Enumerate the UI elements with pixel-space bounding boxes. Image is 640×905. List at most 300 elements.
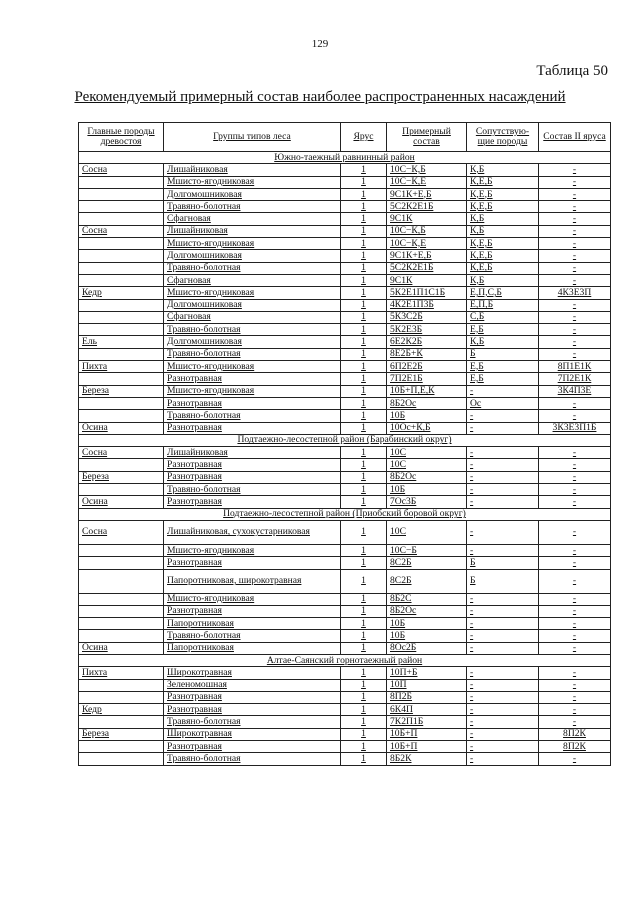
region-title: Подтаежно-лесостепной район (Барабинский округ) <box>79 434 611 446</box>
forest-type-group-cell: Мшисто-ягодниковая <box>164 176 341 188</box>
second-tier-cell: - <box>539 348 611 360</box>
species-cell <box>79 188 164 200</box>
composition-cell: 5К3С2Б <box>387 311 467 323</box>
forest-type-group-cell: Разнотравная <box>164 459 341 471</box>
species-cell <box>79 679 164 691</box>
forest-type-group-cell: Широкотравная <box>164 728 341 740</box>
table-row <box>79 287 611 299</box>
associated-species-cell: Б <box>467 569 539 593</box>
forest-type-group-cell: Сфагновая <box>164 274 341 286</box>
second-tier-cell: 8П2К <box>539 741 611 753</box>
tier-cell: 1 <box>341 361 387 373</box>
associated-species-cell: К,Б <box>467 336 539 348</box>
associated-species-cell: Ос <box>467 397 539 409</box>
associated-species-cell: - <box>467 728 539 740</box>
second-tier-cell: 4К3Е3П <box>539 287 611 299</box>
associated-species-cell: Е,Б <box>467 324 539 336</box>
table-row <box>79 642 611 654</box>
forest-type-group-cell: Травяно-болотная <box>164 201 341 213</box>
associated-species-cell: - <box>467 753 539 765</box>
species-cell <box>79 238 164 250</box>
composition-cell: 9С1К+Е,Б <box>387 188 467 200</box>
tier-cell: 1 <box>341 311 387 323</box>
associated-species-cell: Е,Б <box>467 373 539 385</box>
composition-cell: 8П2Б <box>387 691 467 703</box>
tier-cell: 1 <box>341 520 387 544</box>
second-tier-cell: - <box>539 667 611 679</box>
tier-cell: 1 <box>341 496 387 508</box>
species-cell <box>79 250 164 262</box>
associated-species-cell: К,Е,Б <box>467 188 539 200</box>
associated-species-cell: К,Б <box>467 164 539 176</box>
composition-cell: 9С1К <box>387 213 467 225</box>
composition-cell: 9С1К <box>387 274 467 286</box>
tier-cell: 1 <box>341 324 387 336</box>
associated-species-cell: К,Е,Б <box>467 238 539 250</box>
forest-type-group-cell: Мшисто-ягодниковая <box>164 361 341 373</box>
second-tier-cell: - <box>539 262 611 274</box>
composition-cell: 8Ос2Б <box>387 642 467 654</box>
table-row <box>79 397 611 409</box>
species-cell: Осина <box>79 496 164 508</box>
table-row <box>79 238 611 250</box>
species-cell: Осина <box>79 642 164 654</box>
associated-species-cell: - <box>467 484 539 496</box>
species-cell <box>79 741 164 753</box>
tier-cell: 1 <box>341 605 387 617</box>
composition-cell: 7П2Е1Б <box>387 373 467 385</box>
second-tier-cell: - <box>539 250 611 262</box>
composition-cell: 8Б2Ос <box>387 471 467 483</box>
forest-type-group-cell: Разнотравная <box>164 704 341 716</box>
second-tier-cell: - <box>539 618 611 630</box>
table-header-row <box>79 123 611 152</box>
forest-type-group-cell: Широкотравная <box>164 667 341 679</box>
associated-species-cell: - <box>467 679 539 691</box>
forest-type-group-cell: Мшисто-ягодниковая <box>164 287 341 299</box>
composition-cell: 10Б <box>387 484 467 496</box>
associated-species-cell: - <box>467 630 539 642</box>
associated-species-cell: К,Е,Б <box>467 262 539 274</box>
header-tier: Ярус <box>341 123 387 152</box>
forest-type-group-cell: Разнотравная <box>164 471 341 483</box>
tier-cell: 1 <box>341 422 387 434</box>
table-row <box>79 605 611 617</box>
second-tier-cell: 3К4П3Е <box>539 385 611 397</box>
species-cell: Сосна <box>79 164 164 176</box>
second-tier-cell: 3К3Е3П1Б <box>539 422 611 434</box>
table-row <box>79 213 611 225</box>
species-cell: Кедр <box>79 287 164 299</box>
tier-cell: 1 <box>341 679 387 691</box>
species-cell <box>79 753 164 765</box>
species-cell <box>79 262 164 274</box>
header-associated-species: Сопутствую-щие породы <box>467 123 539 152</box>
tier-cell: 1 <box>341 299 387 311</box>
second-tier-cell: - <box>539 324 611 336</box>
associated-species-cell: - <box>467 642 539 654</box>
forest-type-group-cell: Травяно-болотная <box>164 262 341 274</box>
composition-cell: 10П+Б <box>387 667 467 679</box>
tier-cell: 1 <box>341 667 387 679</box>
tier-cell: 1 <box>341 336 387 348</box>
forest-type-group-cell: Мшисто-ягодниковая <box>164 593 341 605</box>
region-row <box>79 152 611 164</box>
associated-species-cell: - <box>467 447 539 459</box>
composition-cell: 10С <box>387 447 467 459</box>
second-tier-cell: - <box>539 299 611 311</box>
table-row <box>79 164 611 176</box>
tier-cell: 1 <box>341 164 387 176</box>
composition-cell: 7К2П1Б <box>387 716 467 728</box>
composition-cell: 8С2Б <box>387 557 467 569</box>
tier-cell: 1 <box>341 704 387 716</box>
composition-cell: 8Б2С <box>387 593 467 605</box>
species-cell <box>79 410 164 422</box>
tier-cell: 1 <box>341 225 387 237</box>
associated-species-cell: С,Б <box>467 311 539 323</box>
second-tier-cell: - <box>539 691 611 703</box>
composition-cell: 10С <box>387 459 467 471</box>
composition-cell: 5К2Е3Б <box>387 324 467 336</box>
second-tier-cell: - <box>539 410 611 422</box>
composition-cell: 10С−К,Е <box>387 238 467 250</box>
species-cell: Береза <box>79 385 164 397</box>
associated-species-cell: Б <box>467 348 539 360</box>
forest-type-group-cell: Лишайниковая <box>164 447 341 459</box>
associated-species-cell: - <box>467 496 539 508</box>
second-tier-cell: - <box>539 397 611 409</box>
composition-cell: 8Б2К <box>387 753 467 765</box>
forest-type-group-cell: Разнотравная <box>164 373 341 385</box>
species-cell <box>79 348 164 360</box>
forest-type-group-cell: Мшисто-ягодниковая <box>164 544 341 556</box>
second-tier-cell: - <box>539 569 611 593</box>
tier-cell: 1 <box>341 484 387 496</box>
species-cell <box>79 324 164 336</box>
associated-species-cell: Б <box>467 557 539 569</box>
associated-species-cell: - <box>467 716 539 728</box>
second-tier-cell: - <box>539 753 611 765</box>
tier-cell: 1 <box>341 373 387 385</box>
tier-cell: 1 <box>341 728 387 740</box>
region-row <box>79 434 611 446</box>
table-row <box>79 618 611 630</box>
second-tier-cell: - <box>539 557 611 569</box>
associated-species-cell: - <box>467 471 539 483</box>
species-cell <box>79 213 164 225</box>
composition-cell: 9С1К+Е,Б <box>387 250 467 262</box>
species-cell <box>79 397 164 409</box>
composition-cell: 10Б <box>387 410 467 422</box>
tier-cell: 1 <box>341 348 387 360</box>
second-tier-cell: - <box>539 679 611 691</box>
forest-type-group-cell: Травяно-болотная <box>164 716 341 728</box>
tier-cell: 1 <box>341 201 387 213</box>
species-cell: Пихта <box>79 667 164 679</box>
second-tier-cell: - <box>539 238 611 250</box>
table-row <box>79 201 611 213</box>
forest-type-group-cell: Сфагновая <box>164 311 341 323</box>
composition-cell: 6Е2К2Б <box>387 336 467 348</box>
species-cell <box>79 605 164 617</box>
associated-species-cell: - <box>467 410 539 422</box>
forest-type-group-cell: Лишайниковая <box>164 225 341 237</box>
composition-cell: 10С−К,Б <box>387 225 467 237</box>
species-cell <box>79 373 164 385</box>
composition-cell: 8Б2Ос <box>387 397 467 409</box>
second-tier-cell: - <box>539 471 611 483</box>
forest-type-group-cell: Разнотравная <box>164 422 341 434</box>
forest-type-group-cell: Долгомошниковая <box>164 336 341 348</box>
second-tier-cell: - <box>539 188 611 200</box>
tier-cell: 1 <box>341 630 387 642</box>
forest-type-group-cell: Разнотравная <box>164 397 341 409</box>
composition-cell: 7Ос3Б <box>387 496 467 508</box>
second-tier-cell: - <box>539 605 611 617</box>
tier-cell: 1 <box>341 238 387 250</box>
forest-type-group-cell: Лишайниковая, сухокустарниковая <box>164 520 341 544</box>
table-row <box>79 274 611 286</box>
second-tier-cell: - <box>539 311 611 323</box>
second-tier-cell: - <box>539 225 611 237</box>
associated-species-cell: Е,П,Б <box>467 299 539 311</box>
table-row <box>79 630 611 642</box>
second-tier-cell: - <box>539 642 611 654</box>
species-cell <box>79 299 164 311</box>
forest-type-group-cell: Разнотравная <box>164 557 341 569</box>
associated-species-cell: Е,П,С,Б <box>467 287 539 299</box>
tier-cell: 1 <box>341 471 387 483</box>
species-cell: Ель <box>79 336 164 348</box>
forest-type-group-cell: Зеленомошная <box>164 679 341 691</box>
composition-cell: 10П <box>387 679 467 691</box>
tier-cell: 1 <box>341 557 387 569</box>
table-row <box>79 324 611 336</box>
table-row <box>79 471 611 483</box>
region-row <box>79 508 611 520</box>
forest-type-group-cell: Разнотравная <box>164 741 341 753</box>
composition-cell: 6К4П <box>387 704 467 716</box>
associated-species-cell: - <box>467 459 539 471</box>
associated-species-cell: - <box>467 422 539 434</box>
composition-cell: 10С−К,Е <box>387 176 467 188</box>
composition-cell: 10Ос+К,Б <box>387 422 467 434</box>
species-cell: Береза <box>79 471 164 483</box>
table-row <box>79 704 611 716</box>
composition-cell: 5К2Е1П1С1Б <box>387 287 467 299</box>
species-cell <box>79 201 164 213</box>
tier-cell: 1 <box>341 716 387 728</box>
second-tier-cell: - <box>539 496 611 508</box>
region-title: Алтае-Саянский горнотаежный район <box>79 654 611 666</box>
second-tier-cell: - <box>539 201 611 213</box>
document-title: Рекомендуемый примерный состав наиболее распространенных насаждений <box>74 89 566 105</box>
associated-species-cell: - <box>467 544 539 556</box>
second-tier-cell: - <box>539 274 611 286</box>
table-row <box>79 188 611 200</box>
forest-type-group-cell: Папоротниковая <box>164 642 341 654</box>
composition-cell: 10С−Б <box>387 544 467 556</box>
tier-cell: 1 <box>341 741 387 753</box>
forest-type-group-cell: Травяно-болотная <box>164 410 341 422</box>
region-title: Подтаежно-лесостепной район (Приобский боровой округ) <box>79 508 611 520</box>
composition-cell: 10Б <box>387 618 467 630</box>
forest-type-group-cell: Мшисто-ягодниковая <box>164 238 341 250</box>
header-second-tier: Состав II яруса <box>539 123 611 152</box>
associated-species-cell: К,Е,Б <box>467 250 539 262</box>
second-tier-cell: 8П1Е1К <box>539 361 611 373</box>
species-cell: Сосна <box>79 520 164 544</box>
composition-cell: 10Б <box>387 630 467 642</box>
second-tier-cell: - <box>539 704 611 716</box>
associated-species-cell: - <box>467 741 539 753</box>
associated-species-cell: К,Е,Б <box>467 176 539 188</box>
table-row <box>79 691 611 703</box>
table-row <box>79 593 611 605</box>
forest-type-group-cell: Долгомошниковая <box>164 188 341 200</box>
composition-cell: 5С2К2Е1Б <box>387 201 467 213</box>
species-cell <box>79 544 164 556</box>
table-row <box>79 753 611 765</box>
forest-composition-table <box>78 122 611 766</box>
tier-cell: 1 <box>341 262 387 274</box>
table-row <box>79 348 611 360</box>
table-row <box>79 422 611 434</box>
second-tier-cell: - <box>539 164 611 176</box>
species-cell <box>79 593 164 605</box>
species-cell <box>79 274 164 286</box>
tier-cell: 1 <box>341 447 387 459</box>
composition-cell: 10Б+П,Е,К <box>387 385 467 397</box>
forest-type-group-cell: Разнотравная <box>164 605 341 617</box>
forest-type-group-cell: Разнотравная <box>164 496 341 508</box>
species-cell <box>79 557 164 569</box>
table-row <box>79 741 611 753</box>
header-forest-type-groups: Группы типов леса <box>164 123 341 152</box>
table-row <box>79 385 611 397</box>
species-cell <box>79 630 164 642</box>
table-row <box>79 459 611 471</box>
tier-cell: 1 <box>341 213 387 225</box>
composition-cell: 10С <box>387 520 467 544</box>
associated-species-cell: - <box>467 605 539 617</box>
table-row <box>79 716 611 728</box>
second-tier-cell: - <box>539 716 611 728</box>
tier-cell: 1 <box>341 642 387 654</box>
associated-species-cell: - <box>467 385 539 397</box>
tier-cell: 1 <box>341 287 387 299</box>
forest-type-group-cell: Лишайниковая <box>164 164 341 176</box>
second-tier-cell: - <box>539 447 611 459</box>
species-cell: Осина <box>79 422 164 434</box>
table-row <box>79 225 611 237</box>
composition-cell: 6П2Е2Б <box>387 361 467 373</box>
forest-type-group-cell: Травяно-болотная <box>164 630 341 642</box>
table-row <box>79 250 611 262</box>
composition-cell: 8Е2Б+К <box>387 348 467 360</box>
tier-cell: 1 <box>341 250 387 262</box>
table-row <box>79 336 611 348</box>
species-cell <box>79 459 164 471</box>
table-row <box>79 299 611 311</box>
forest-type-group-cell: Долгомошниковая <box>164 250 341 262</box>
forest-type-group-cell: Папоротниковая <box>164 618 341 630</box>
associated-species-cell: - <box>467 618 539 630</box>
associated-species-cell: - <box>467 667 539 679</box>
second-tier-cell: - <box>539 630 611 642</box>
second-tier-cell: 7П2Е1К <box>539 373 611 385</box>
composition-cell: 10Б+П <box>387 728 467 740</box>
table-body <box>79 152 611 766</box>
associated-species-cell: - <box>467 691 539 703</box>
tier-cell: 1 <box>341 176 387 188</box>
tier-cell: 1 <box>341 691 387 703</box>
table-row <box>79 679 611 691</box>
species-cell: Пихта <box>79 361 164 373</box>
tier-cell: 1 <box>341 410 387 422</box>
species-cell: Сосна <box>79 225 164 237</box>
species-cell: Береза <box>79 728 164 740</box>
table-row <box>79 262 611 274</box>
second-tier-cell: - <box>539 520 611 544</box>
species-cell: Сосна <box>79 447 164 459</box>
forest-type-group-cell: Сфагновая <box>164 213 341 225</box>
forest-type-group-cell: Травяно-болотная <box>164 753 341 765</box>
tier-cell: 1 <box>341 385 387 397</box>
forest-type-group-cell: Травяно-болотная <box>164 324 341 336</box>
table-row <box>79 496 611 508</box>
tier-cell: 1 <box>341 274 387 286</box>
table-row <box>79 667 611 679</box>
species-cell <box>79 618 164 630</box>
forest-type-group-cell: Разнотравная <box>164 691 341 703</box>
composition-cell: 8С2Б <box>387 569 467 593</box>
tier-cell: 1 <box>341 544 387 556</box>
second-tier-cell: - <box>539 544 611 556</box>
associated-species-cell: К,Е,Б <box>467 201 539 213</box>
species-cell <box>79 691 164 703</box>
second-tier-cell: - <box>539 176 611 188</box>
composition-cell: 8Б2Ос <box>387 605 467 617</box>
table-row <box>79 728 611 740</box>
page-number: 129 <box>311 38 329 50</box>
table-row <box>79 373 611 385</box>
tier-cell: 1 <box>341 593 387 605</box>
second-tier-cell: - <box>539 336 611 348</box>
species-cell <box>79 311 164 323</box>
second-tier-cell: - <box>539 213 611 225</box>
associated-species-cell: - <box>467 520 539 544</box>
forest-type-group-cell: Долгомошниковая <box>164 299 341 311</box>
table-row <box>79 484 611 496</box>
second-tier-cell: - <box>539 484 611 496</box>
species-cell <box>79 569 164 593</box>
table-row <box>79 447 611 459</box>
composition-cell: 5С2К2Е1Б <box>387 262 467 274</box>
forest-type-group-cell: Травяно-болотная <box>164 348 341 360</box>
species-cell: Кедр <box>79 704 164 716</box>
associated-species-cell: - <box>467 704 539 716</box>
table-row <box>79 569 611 593</box>
composition-cell: 4К2Е1П3Б <box>387 299 467 311</box>
table-row <box>79 557 611 569</box>
forest-type-group-cell: Мшисто-ягодниковая <box>164 385 341 397</box>
forest-type-group-cell: Травяно-болотная <box>164 484 341 496</box>
composition-cell: 10С−К,Б <box>387 164 467 176</box>
tier-cell: 1 <box>341 397 387 409</box>
associated-species-cell: К,Б <box>467 225 539 237</box>
